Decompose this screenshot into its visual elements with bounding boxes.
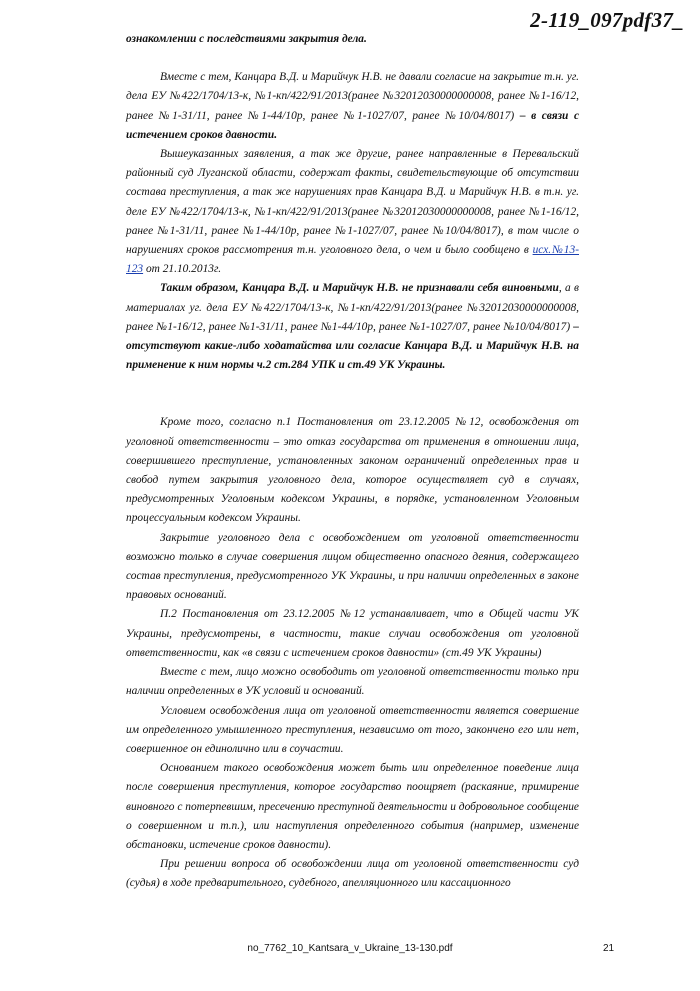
- paragraph-3: Таким образом, Канцара В.Д. и Марийчук Н.В. не признавали себя виновными, а в материалах уг. дела ЕУ №422/1704/13-к, №1-кп/422/91/2013(ранее №32012030000000008, ранее №1-16/12, ранее №1-31/11, ранее №1-44/10р, ранее №1-1027/07, ранее №10/04/8017) – отсутствуют какие-либо ходатайства или согласие Канцара В.Д. и Марийчук Н.В. на применение к ним нормы ч.2 ст.284 УПК и ст.49 УК Украины.: [126, 282, 579, 372]
- document-code: 2-119_097pdf37_: [530, 8, 684, 32]
- paragraph-8: Условием освобождения лица от уголовной ответственности является совершение им определенного умышленного преступления, независимо от того, закончено его или нет, совершенное он единолично или в соучастии.: [126, 704, 579, 755]
- paragraph-5: Закрытие уголовного дела с освобождением от уголовной ответственности возможно только в случае совершения лицом общественно опасного деяния, содержащего состав преступления, предусмотренного УК Украины, и при наличии определенных в законе правовых оснований.: [126, 531, 579, 602]
- paragraph-gap: [126, 375, 579, 394]
- document-body: [126, 30, 579, 894]
- paragraph-4: Кроме того, согласно п.1 Постановления от 23.12.2005 №12, освобождения от уголовной ответственности – это отказ государства от применения в отношении лица, совершившего преступление, установленных законом ограничений определенных прав и свобод путем закрытия уголовного дела, которое осуществляет суд в случаях, предусмотренных Уголовным кодексом Украины, в порядке, установленном Уголовным процессуальным кодексом Украины.: [126, 416, 579, 525]
- paragraph-6: П.2 Постановления от 23.12.2005 №12 устанавливает, что в Общей части УК Украины, предусмотрены, в частности, такие случаи освобождения от уголовной ответственности, как «в связи с истечением сроков давности» (ст.49 УК Украины): [126, 608, 579, 659]
- paragraph-9: Основанием такого освобождения может быть или определенное поведение лица после совершения преступления, которое государство поощряет (раскаяние, примирение виновного с потерпевшим, пресечению преступной деятельности и добровольное сообщение о совершенном и т.п.), или наступления определенного события (например, изменение обстановки, истечение сроков давности).: [126, 762, 579, 851]
- paragraph-1: Вместе с тем, Канцара В.Д. и Марийчук Н.В. не давали согласие на закрытие т.н. уг. дела ЕУ №422/1704/13-к, №1-кп/422/91/2013(ранее №32012030000000008, ранее №1-16/12, ранее №1-31/11, ранее №1-44/10р, ранее №1-1027/07, ранее №10/04/8017) – в связи с истечением сроков давности.: [126, 71, 580, 141]
- reference-link[interactable]: исх.№13-123: [126, 244, 579, 276]
- paragraph-gap: [126, 49, 579, 68]
- paragraph-gap: [126, 394, 579, 413]
- paragraph-2: Вышеуказанных заявления, а так же другие, ранее направленные в Перевальский районный суд Луганской области, содержат факты, свидетельствующие об отсутствии состава преступления, а так же нарушениях прав Канцара В.Д. и Марийчук Н.В. в т.н. уг. деле ЕУ №422/1704/13-к, №1-кп/422/91/2013(ранее №32012030000000008, ранее №1-16/12, ранее №1-31/11, ранее №1-44/10р, ранее №1-1027/07, ранее №10/04/8017), в том числе о нарушениях сроков рассмотрения т.н. уголовного дела, о чем и было сообщено в исх.№13-123 от 21.10.2013г.: [126, 148, 579, 276]
- footer-page-number: 21: [603, 943, 615, 954]
- paragraph-7: Вместе с тем, лицо можно освободить от уголовной ответственности только при наличии определенных в УК условий и оснований.: [126, 666, 579, 698]
- paragraph-10: При решении вопроса об освобождении лица от уголовной ответственности суд (судья) в ходе предварительного, судебного, апелляционного или кассационного: [126, 858, 579, 890]
- paragraph-continuation: ознакомлении с последствиями закрытия дела.: [126, 33, 367, 45]
- footer-filename: no_7762_10_Kantsara_v_Ukraine_13-130.pdf: [247, 943, 453, 954]
